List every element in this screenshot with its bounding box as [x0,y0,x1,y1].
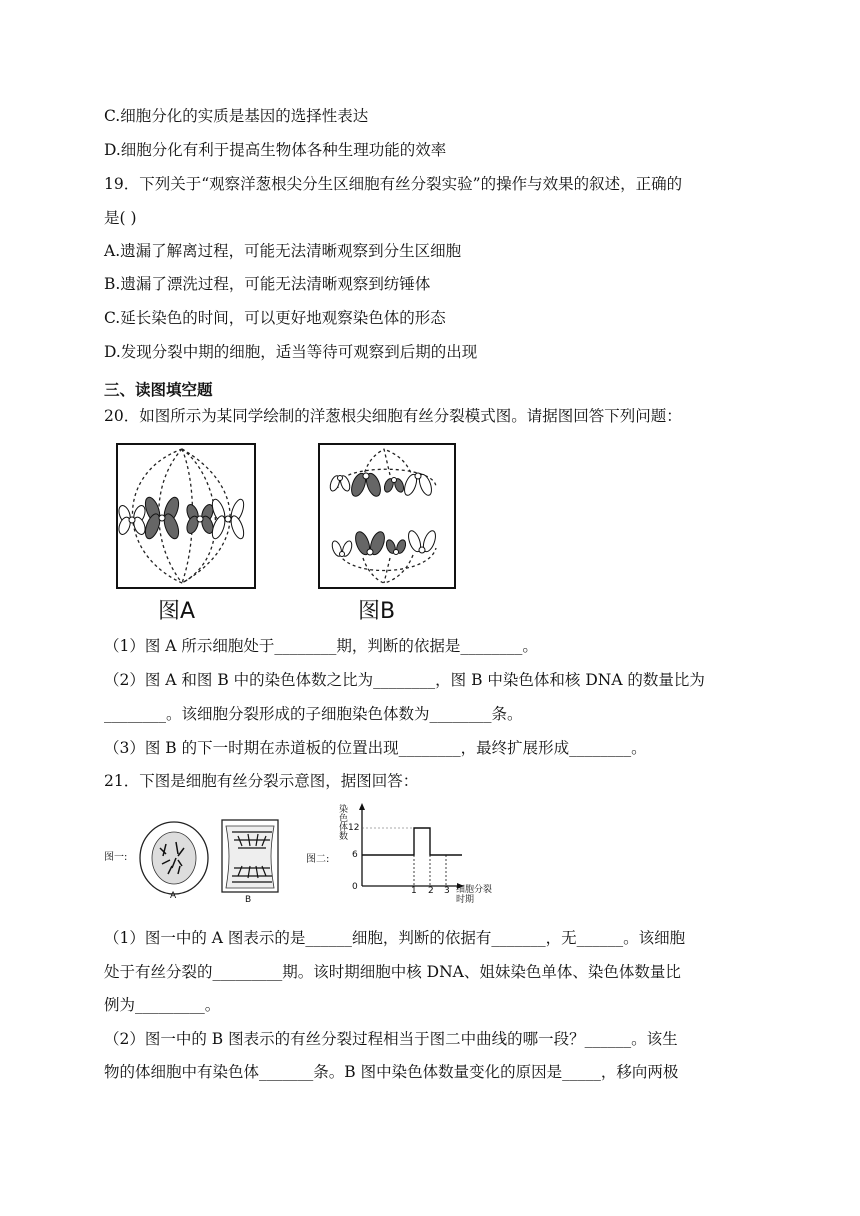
figure-1-a-label: A [170,891,177,901]
figure-2-y-axis-label: 染 色 体 数 [339,805,349,842]
figure-1-b-label: B [245,895,252,905]
figure-2-x-axis-label: 细胞分裂 时期 [456,885,493,905]
figure-b-caption: 图B [358,599,396,624]
figure-2-y-tick-6: 6 [352,850,358,860]
question-19-stem: 19．下列关于“观察洋葱根尖分生区细胞有丝分裂实验”的操作与效果的叙述，正确的 [104,175,683,193]
question-20-part-2-cont: ________。该细胞分裂形成的子细胞染色体数为________条。 [104,705,523,723]
figure-2-chart [350,802,480,894]
figure-2-x-tick-3: 3 [444,886,450,896]
question-21-part-2-cont: 物的体细胞中有染色体_______条。B 图中染色体数量变化的原因是_____，移向两极 [104,1063,679,1081]
option-d-line: D.细胞分化有利于提高生物体各种生理功能的效率 [104,141,447,159]
question-21-part-2: （2）图一中的 B 图表示的有丝分裂过程相当于图二中曲线的哪一段？______。该生 [104,1030,678,1048]
figure-1-label: 图一: [104,852,128,863]
figure-a-caption: 图A [158,599,196,624]
question-21-part-1-cont2: 例为_________。 [104,996,221,1014]
option-c-line: C.细胞分化的实质是基因的选择性表达 [104,107,369,125]
question-19-option-d: D.发现分裂中期的细胞，适当等待可观察到后期的出现 [104,343,478,361]
question-19-stem-cont: 是( ) [104,209,137,227]
question-20-part-1: （1）图 A 所示细胞处于________期，判断的依据是________。 [104,637,538,655]
figure-2-label: 图二: [306,854,330,865]
question-21-part-1-cont: 处于有丝分裂的_________期。该时期细胞中核 DNA、姐妹染色单体、染色体数量比 [104,963,681,981]
question-20-part-3: （3）图 B 的下一时期在赤道板的位置出现________，最终扩展形成________。 [104,739,647,757]
figure-2-y-tick-12: 12 [348,823,360,833]
question-19-option-b: B.遗漏了漂洗过程，可能无法清晰观察到纺锤体 [104,275,431,293]
figure-a-diagram [116,443,256,589]
question-19-option-a: A.遗漏了解离过程，可能无法清晰观察到分生区细胞 [104,242,462,260]
figure-b-diagram [318,443,456,589]
question-21-stem: 21．下图是细胞有丝分裂示意图，据图回答： [104,772,419,790]
figure-1-diagram [138,818,288,898]
question-21-part-1: （1）图一中的 A 图表示的是______细胞，判断的依据有_______，无______。该细胞 [104,929,686,947]
section-heading: 三、读图填空题 [104,381,213,399]
question-19-option-c: C.延长染色的时间，可以更好地观察染色体的形态 [104,309,446,327]
figure-2-y-tick-0: 0 [352,882,358,892]
figure-2-x-tick-1: 1 [411,886,417,896]
question-20-stem: 20．如图所示为某同学绘制的洋葱根尖细胞有丝分裂模式图。请据图回答下列问题： [104,407,682,425]
question-20-part-2: （2）图 A 和图 B 中的染色体数之比为________，图 B 中染色体和核 DNA 的数量比为 [104,671,705,689]
figure-2-x-tick-2: 2 [428,886,434,896]
